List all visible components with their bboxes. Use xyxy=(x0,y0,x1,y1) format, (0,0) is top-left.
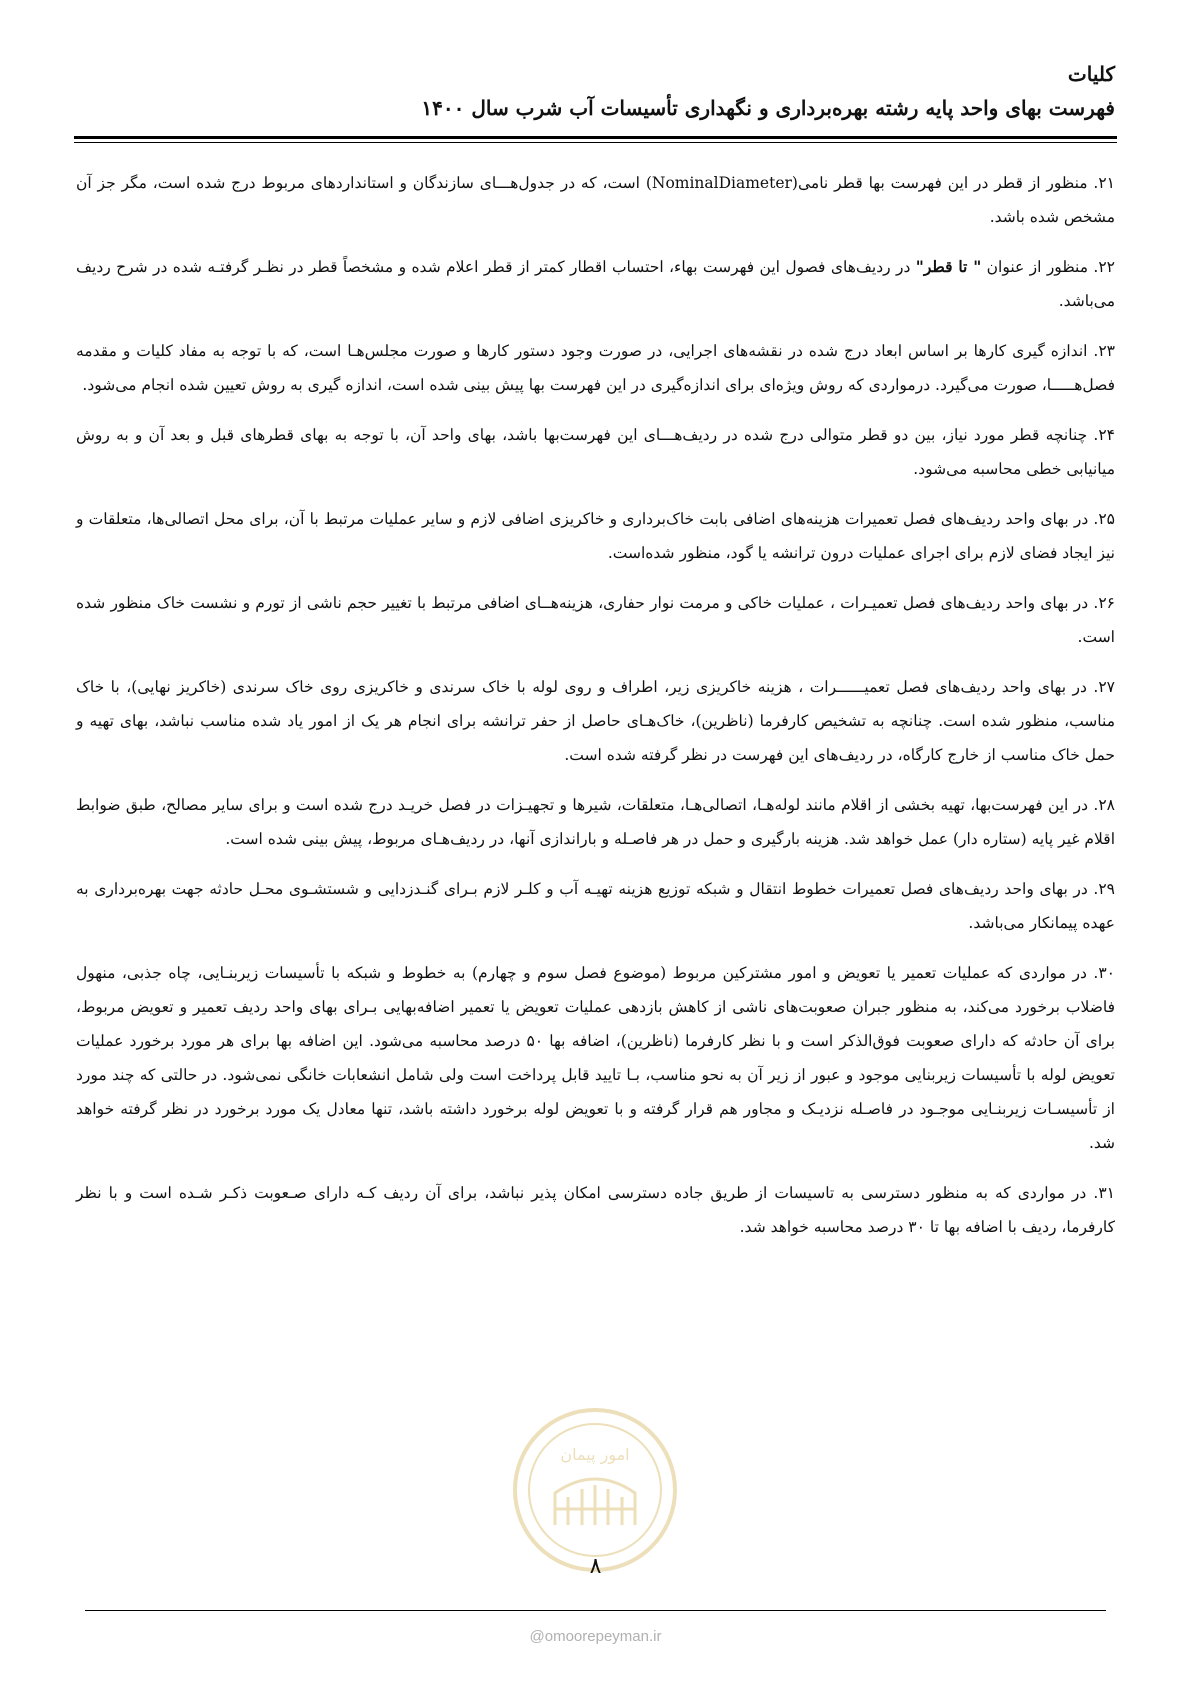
seal-watermark-icon xyxy=(510,1405,680,1575)
clause-text-pre: منظور از عنوان xyxy=(986,258,1089,276)
clause-number: ۲۸. xyxy=(1093,796,1115,814)
clause-27 xyxy=(76,670,1115,772)
clause-23 xyxy=(76,334,1115,402)
header-rule-thin xyxy=(74,142,1117,143)
clause-text-post: در ردیف‌های فصول این فهرست بهاء، احتساب اقطار کمتر از قطر اعلام شده و مشخصاً قطر در نظـر گرفتـه شده در شرح ردیف می‌باشد. xyxy=(76,258,1115,310)
clause-text: در بهای واحد ردیف‌های فصل تعمیرات هزینه‌های اضافی بابت خاک‌برداری و خاکریزی اضافی لازم و سایر عملیات مرتبط با آن، برای محل اتصالی‌ها، متعلقات و نیز ایجاد فضای لازم برای اجرای عملیات درون ترانشه یا گود، منظور شده‌است. xyxy=(76,510,1115,562)
clause-number: ۲۹. xyxy=(1093,880,1115,898)
clause-21 xyxy=(76,166,1115,234)
clause-text: در مواردی که به منظور دسترسی به تاسیسات از طریق جاده دسترسی امکان پذیر نباشد، برای آن ردیف کـه دارای صـعوبت ذکـر شـده است و با نظر کارفرما، ردیف با اضافه بها تا ۳۰ درصد محاسبه خواهد شد. xyxy=(76,1184,1115,1236)
header-rule xyxy=(74,136,1117,139)
document-title: فهرست بهای واحد پایه رشته بهره‌برداری و نگهداری تأسیسات آب شرب سال ۱۴۰۰ xyxy=(421,96,1115,120)
clause-number: ۲۵. xyxy=(1093,510,1115,528)
clause-number: ۲۴. xyxy=(1093,426,1115,444)
clause-text: اندازه گیری کارها بر اساس ابعاد درج شده در نقشه‌های اجرایی، در صورت وجود دستور کارها و صورت مجلس‌هـا است، که با توجه به مفاد کلیات و مقدمه فصل‌هـــــا، صورت می‌گیرد. درمواردی که روش ویژه‌ای برای اندازه‌گیری در این فهرست بها پیش بینی شده است، اندازه گیری به روش تعیین شده انجام می‌شود. xyxy=(76,342,1115,394)
clause-text: در بهای واحد ردیف‌های فصل تعمیـرات ، عملیات خاکی و مرمت نوار حفاری، هزینه‌هــای اضافی مرتبط با تغییر حجم ناشی از تورم و نشست خاک منظور شده است. xyxy=(76,594,1115,646)
clause-text: منظور از قطر در این فهرست بها قطر نامی(NominalDiameter) است، که در جدول‌هـــای سازندگان و استانداردهای مربوط درج شده است، مگر جز آن مشخص شده باشد. xyxy=(76,174,1115,226)
clause-number: ۳۰. xyxy=(1093,964,1115,982)
clause-text: در این فهرست‌بها، تهیه بخشی از اقلام مانند لوله‌هـا، اتصالی‌هـا، متعلقات، شیرها و تجهیـزات در فصل خریـد درج شده است و برای سایر مصالح، طبق ضوابط اقلام غیر پایه (ستاره دار) عمل خواهد شد. هزینه بارگیری و حمل در هر فاصـله و باراندازی آنها، در ردیف‌هـای مربوط، پیش بینی شده است. xyxy=(76,796,1115,848)
clause-number: ۲۱. xyxy=(1093,174,1115,192)
clause-24 xyxy=(76,418,1115,486)
clause-text: در بهای واحد ردیف‌های فصل تعمیرات خطوط انتقال و شبکه توزیع هزینه تهیـه آب و کلـر لازم بـرای گنـدزدایی و شستشـوی محـل حادثه جهت بهره‌برداری به عهده پیمانکار می‌باشد. xyxy=(76,880,1115,932)
document-body xyxy=(76,166,1115,1260)
clause-22 xyxy=(76,250,1115,318)
clause-31 xyxy=(76,1176,1115,1244)
clause-number: ۲۳. xyxy=(1093,342,1115,360)
clause-26 xyxy=(76,586,1115,654)
clause-number: ۲۲. xyxy=(1093,258,1115,276)
watermark-url: @omoorepeyman.ir xyxy=(529,1628,662,1645)
clause-text: در بهای واحد ردیف‌های فصل تعمیــــــرات ، هزینه خاکریزی زیر، اطراف و روی لوله با خاک سرندی و خاکریزی روی خاک سرندی (خاکریز نهایی)، با خاک مناسب، منظور شده است. چنانچه به تشخیص کارفرما (ناظرین)، خاک‌هـای حاصل از حفر ترانشه برای انجام هر یک از امور یاد شده مناسب نباشد، بهای تهیه و حمل خاک مناسب از خارج کارگاه، در ردیف‌های این فهرست در نظر گرفته شده است. xyxy=(76,678,1115,764)
seal-text: امور پیمان xyxy=(560,1445,630,1464)
clause-text-bold: " تا قطر" xyxy=(915,257,982,276)
page-header xyxy=(76,58,1115,126)
clause-28 xyxy=(76,788,1115,856)
page-number: ۸ xyxy=(589,1554,602,1579)
clause-number: ۳۱. xyxy=(1093,1184,1115,1202)
clause-25 xyxy=(76,502,1115,570)
clause-text: چنانچه قطر مورد نیاز، بین دو قطر متوالی درج شده در ردیف‌هـــای این فهرست‌بها باشد، بهای واحد آن، با توجه به بهای قطرهای قبل و بعد آن و به روش میانیابی خطی محاسبه می‌شود. xyxy=(76,426,1115,478)
footer-rule xyxy=(85,1610,1106,1611)
clause-text: در مواردی که عملیات تعمیر یا تعویض و امور مشترکین مربوط (موضوع فصل سوم و چهارم) به خطوط و شبکه با تأسیسات زیربنـایی، چاه جذبی، منهول فاضلاب برخورد می‌کند، به منظور جبران صعوبت‌های ناشی از کاهش بازدهی عملیات تعویض یا تعمیر اضافه‌بهایی بـرای بهای واحد ردیف تعمیر و تعویض مربوط، برای آن حادثه که دارای صعوبت فوق‌الذکر است و با نظر کارفرما (ناظرین)، اضافه بها ۵۰ درصد محاسبه می‌شود. این اضافه بها برای هر مورد برخورد عملیات تعویض لوله با تأسیسات زیربنایی موجود و عبور از زیر آن به نحو مناسب، بـا تایید قابل پرداخت است ولی شامل انشعابات خانگی نمی‌شود. در حالتی که چند مورد از تأسیسـات زیربنـایی موجـود در فاصـله نزدیـک و مجاور هم قرار گرفته و با تعویض لوله برخورد داشته باشد، تنها معادل یک مورد برخورد در نظر گرفته خواهد شد. xyxy=(76,964,1115,1152)
clause-30 xyxy=(76,956,1115,1160)
section-title: کلیات xyxy=(1067,62,1115,86)
clause-29 xyxy=(76,872,1115,940)
clause-number: ۲۶. xyxy=(1093,594,1115,612)
clause-number: ۲۷. xyxy=(1093,678,1115,696)
